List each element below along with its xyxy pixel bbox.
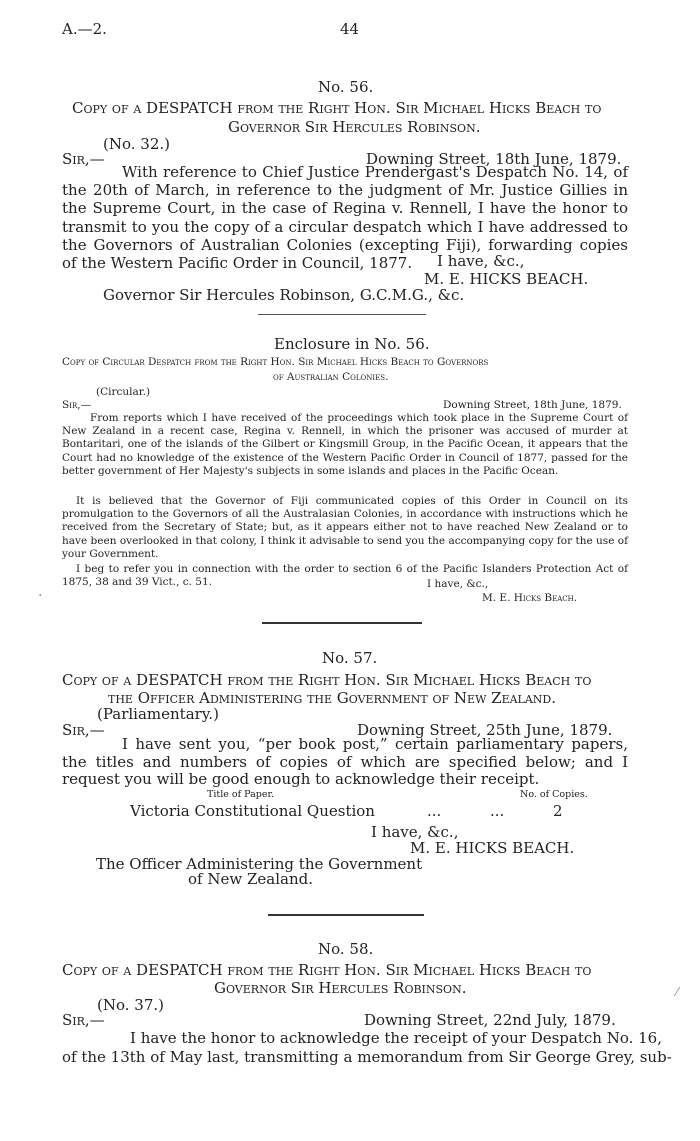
enclosure-56-closing: I have, &c., bbox=[427, 578, 489, 590]
despatch-57-title-line2: the Officer Administering the Government of New Zealand. bbox=[108, 689, 557, 707]
enclosure-56-paragraph-2: It is believed that the Governor of Fiji communicated copies of this Order in Council on its promulgation to the Governors of all the Australasian Colonies, in accordance with instructions which he received from the Secretary of State; but, as it appears either not to have reached New Zealand or to have been overlooked in that colony, I think it advisable to send you the accompanying copy for the use of your Government. bbox=[62, 495, 628, 560]
despatch-56-signature: M. E. HICKS BEACH. bbox=[424, 270, 589, 288]
enclosure-56-place-date: Downing Street, 18th June, 1879. bbox=[443, 399, 622, 411]
despatch-58-body-line1: I have the honor to acknowledge the receipt of your Despatch No. 16, bbox=[130, 1029, 662, 1047]
paper-table-row-copies: 2 bbox=[553, 802, 563, 820]
despatch-57-reference: (Parliamentary.) bbox=[97, 705, 219, 723]
margin-mark: · bbox=[38, 588, 43, 604]
enclosure-56-paragraph-1: From reports which I have received of the proceedings which took place in the Supreme Court of New Zealand in a recent case, Regina v. Rennell, in which the prisoner was accused of murder at Bontaritari, one of the islands of the Gilbert or Kingsmill Group, in the Pacific Ocean, it appears that the Court had no knowledge of the existence of the Western Pacific Order in Council of 1877, passed for the better government of Her Majesty's subjects in some islands and places in the Pacific Ocean. bbox=[62, 412, 628, 477]
despatch-57-place-date: Downing Street, 25th June, 1879. bbox=[357, 721, 613, 739]
despatch-56-closing: I have, &c., bbox=[437, 252, 525, 270]
despatch-58-title-line2: Governor Sir Hercules Robinson. bbox=[214, 979, 467, 997]
section-divider bbox=[262, 622, 422, 624]
page-number: 44 bbox=[340, 20, 360, 38]
despatch-58-reference: (No. 37.) bbox=[97, 996, 164, 1014]
despatch-58-number: No. 58. bbox=[318, 940, 374, 958]
paper-table-header-copies: No. of Copies. bbox=[520, 789, 588, 800]
despatch-57-signature: M. E. HICKS BEACH. bbox=[410, 839, 575, 857]
despatch-58-salutation: Sir,— bbox=[62, 1011, 105, 1029]
despatch-58-body-line2: of the 13th of May last, transmitting a memorandum from Sir George Grey, sub- bbox=[62, 1048, 672, 1066]
section-divider bbox=[268, 914, 424, 916]
margin-mark: ⁄ bbox=[676, 985, 679, 999]
despatch-56-title-line2: Governor Sir Hercules Robinson. bbox=[228, 118, 481, 136]
enclosure-56-salutation: Sir,— bbox=[62, 399, 92, 411]
despatch-56-title-line1: Copy of a DESPATCH from the Right Hon. Sir Michael Hicks Beach to bbox=[72, 99, 602, 117]
despatch-56-body: With reference to Chief Justice Prendergast's Despatch No. 14, of the 20th of March, in reference to the judgment of Mr. Justice Gillies in the Supreme Court, in the case of Regina v. Rennell, I have the honor to transmit to you the copy of a circular despatch which I have addressed to the Governors of Australian Colonies (excepting Fiji), forwarding copies of the Western Pacific Order in Council, 1877. bbox=[62, 163, 628, 273]
despatch-56-number: No. 56. bbox=[318, 78, 374, 96]
enclosure-56-reference: (Circular.) bbox=[96, 386, 151, 398]
section-divider bbox=[258, 314, 426, 315]
enclosure-56-signature: M. E. Hicks Beach. bbox=[482, 592, 578, 604]
despatch-58-place-date: Downing Street, 22nd July, 1879. bbox=[364, 1011, 616, 1029]
paper-table-row-title: Victoria Constitutional Question bbox=[130, 802, 375, 820]
despatch-57-body: I have sent you, “per book post,” certain parliamentary papers, the titles and numbers of copies of which are specified below; and I request you will be good enough to acknowledge their receipt. bbox=[62, 735, 628, 789]
despatch-57-closing: I have, &c., bbox=[371, 823, 459, 841]
series-code: A.—2. bbox=[62, 20, 107, 38]
despatch-57-salutation: Sir,— bbox=[62, 721, 105, 739]
despatch-57-addressee-line2: of New Zealand. bbox=[188, 870, 313, 888]
enclosure-56-title-line1: Copy of Circular Despatch from the Right Hon. Sir Michael Hicks Beach to Governors bbox=[62, 356, 489, 368]
despatch-56-salutation: Sir,— bbox=[62, 150, 105, 168]
despatch-56-place-date: Downing Street, 18th June, 1879. bbox=[366, 150, 622, 168]
despatch-56-reference: (No. 32.) bbox=[103, 135, 170, 153]
paper-table-row-dots: ... bbox=[427, 802, 442, 820]
enclosure-56-heading: Enclosure in No. 56. bbox=[274, 335, 430, 353]
paper-table-header-title: Title of Paper. bbox=[207, 789, 274, 800]
despatch-57-title-line1: Copy of a DESPATCH from the Right Hon. Sir Michael Hicks Beach to bbox=[62, 671, 592, 689]
paper-table-row-dots: ... bbox=[490, 802, 505, 820]
despatch-58-title-line1: Copy of a DESPATCH from the Right Hon. Sir Michael Hicks Beach to bbox=[62, 961, 592, 979]
despatch-56-addressee: Governor Sir Hercules Robinson, G.C.M.G., &c. bbox=[103, 286, 465, 304]
enclosure-56-title-line2: of Australian Colonies. bbox=[273, 371, 389, 383]
enclosure-56-paragraph-3: I beg to refer you in connection with the order to section 6 of the Pacific Islanders Protection Act of 1875, 38 and 39 Vict., c. 51. bbox=[62, 563, 628, 589]
despatch-57-number: No. 57. bbox=[322, 649, 378, 667]
despatch-57-addressee-line1: The Officer Administering the Government bbox=[96, 855, 423, 873]
